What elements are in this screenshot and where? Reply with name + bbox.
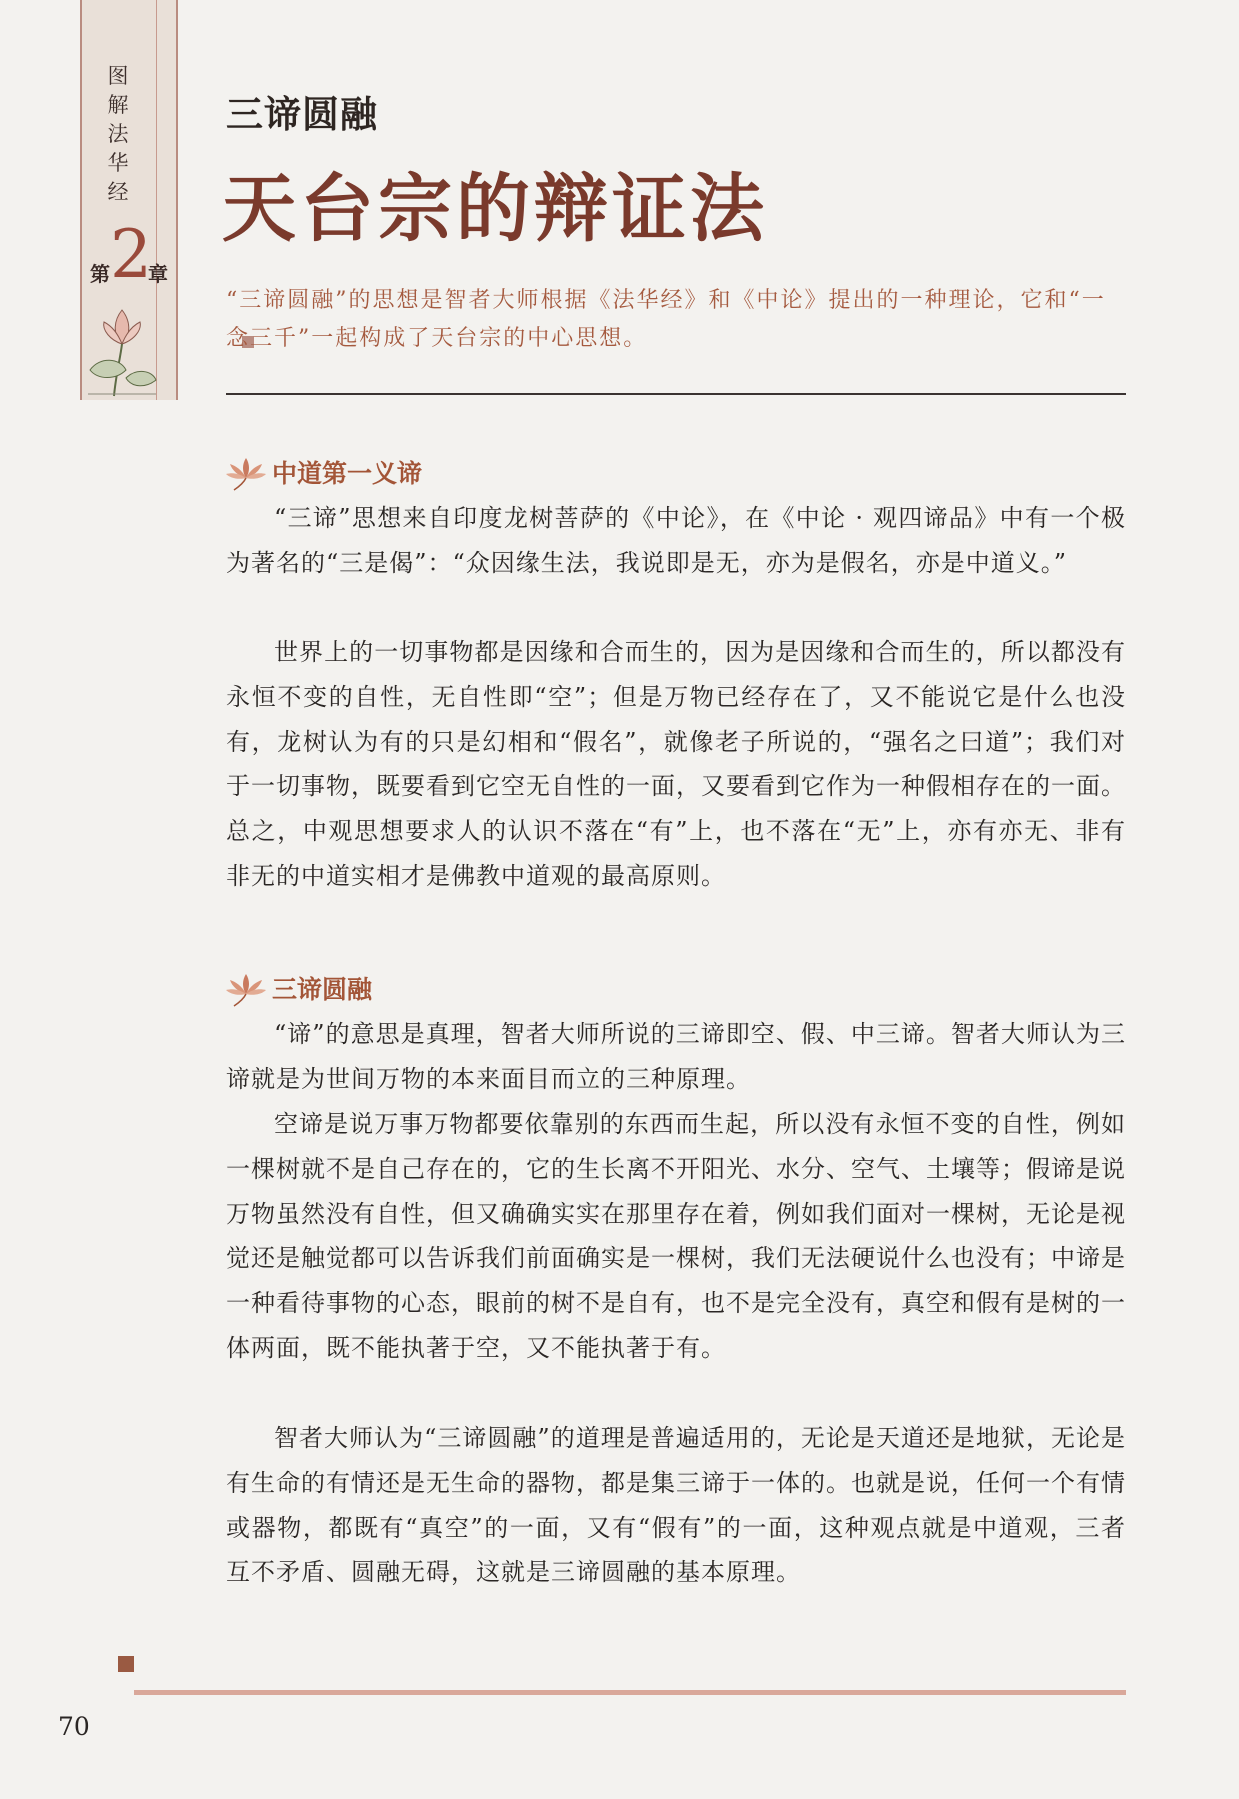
footer-rule (134, 1690, 1126, 1695)
chapter-suffix: 章 (148, 262, 168, 286)
chapter-side-tab (80, 0, 178, 400)
paragraph: 智者大师认为“三谛圆融”的道理是普遍适用的，无论是天道还是地狱，无论是有生命的有情还是无生命的器物，都是集三谛于一体的。也就是说，任何一个有情或器物，都既有“真空”的一面，又有“假有”的一面，这种观点就是中道观，三者互不矛盾、圆融无碍，这就是三谛圆融的基本原理。 (226, 1424, 1126, 1587)
chapter-label (88, 216, 168, 298)
intro-text: “三谛圆融”的思想是智者大师根据《法华经》和《中论》提出的一种理论，它和“一念三千”一起构成了天台宗的中心思想。 (226, 288, 1106, 351)
section-heading-2-text: 三谛圆融 (272, 975, 373, 1004)
paragraph: “三谛”思想来自印度龙树菩萨的《中论》，在《中论 · 观四谛品》中有一个极为著名的“三是偈”：“众因缘生法，我说即是无，亦为是假名，亦是中道义。” (226, 504, 1126, 577)
chapter-number: 2 (110, 216, 152, 293)
lotus-flower-icon (224, 452, 268, 492)
section-heading-1 (224, 452, 422, 492)
footer-marker (118, 1656, 134, 1672)
section-heading-1-text: 中道第一义谛 (272, 459, 423, 488)
section-heading-2 (224, 968, 372, 1008)
section-subtitle: 三谛圆融 (226, 92, 378, 136)
paragraph: “谛”的意思是真理，智者大师所说的三谛即空、假、中三谛。智者大师认为三谛就是为世间万物的本来面目而立的三种原理。 (226, 1020, 1126, 1093)
paragraph: 空谛是说万事万物都要依靠别的东西而生起，所以没有永恒不变的自性，例如一棵树就不是自己存在的，它的生长离不开阳光、水分、空气、土壤等；假谛是说万物虽然没有自性，但又确确实实在那里存在着，例如我们面对一棵树，无论是视觉还是触觉都可以告诉我们前面确实是一棵树，我们无法硬说什么也没有；中谛是一种看待事物的心态，眼前的树不是自有，也不是完全没有，真空和假有是树的一体两面，既不能执著于空，又不能执著于有。 (226, 1110, 1126, 1362)
lotus-illustration-icon (86, 300, 158, 398)
book-title-vertical: 图解法华经 (107, 64, 129, 204)
page-title: 天台宗的辩证法 (222, 166, 768, 252)
chapter-prefix: 第 (90, 262, 110, 286)
header-divider (226, 393, 1126, 395)
page-number: 70 (58, 1712, 90, 1741)
lotus-flower-icon (224, 968, 268, 1008)
paragraph: 世界上的一切事物都是因缘和合而生的，因为是因缘和合而生的，所以都没有永恒不变的自性，无自性即“空”；但是万物已经存在了，又不能说它是什么也没有，龙树认为有的只是幻相和“假名”，就像老子所说的，“强名之曰道”；我们对于一切事物，既要看到它空无自性的一面，又要看到它作为一种假相存在的一面。总之，中观思想要求人的认识不落在“有”上，也不落在“无”上，亦有亦无、非有非无的中道实相才是佛教中道观的最高原则。 (226, 638, 1126, 890)
